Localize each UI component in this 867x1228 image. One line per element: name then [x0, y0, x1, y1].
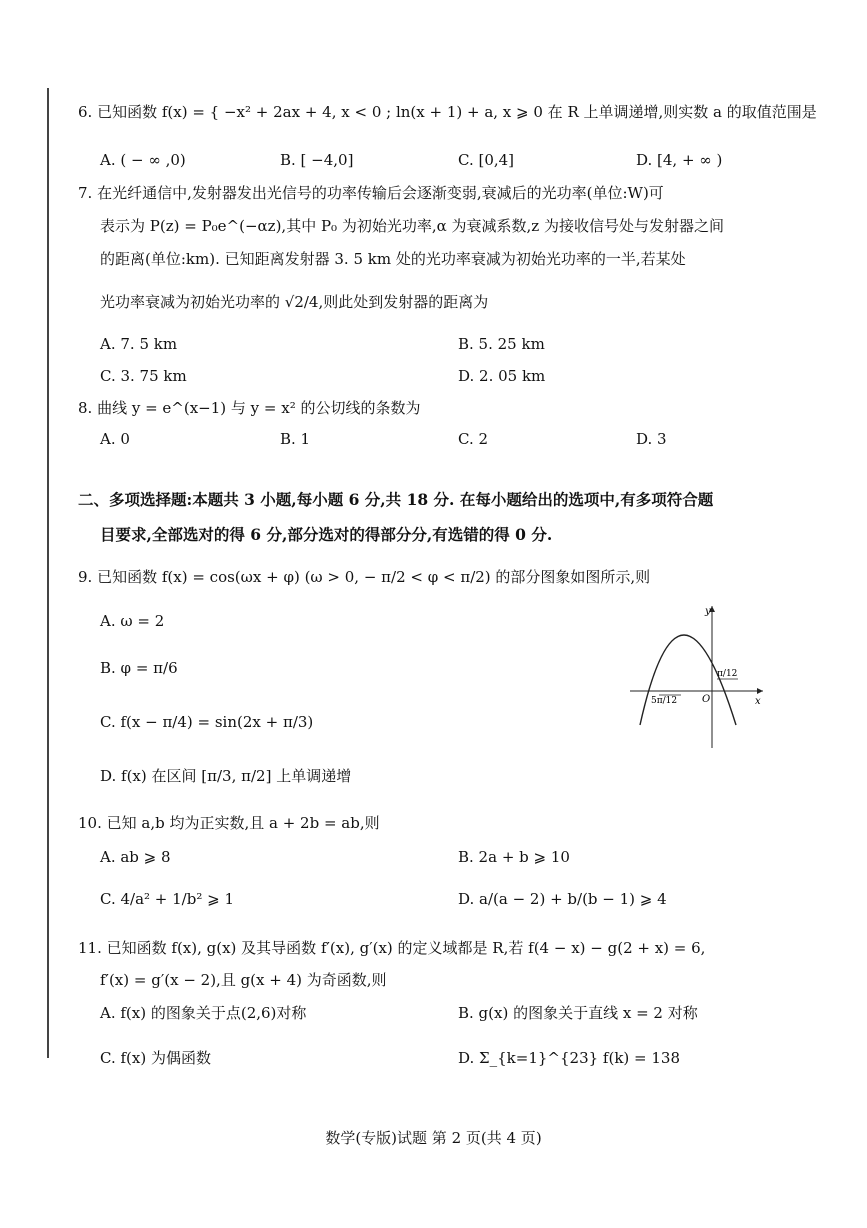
q6-option-c: C. [0,4]	[458, 151, 515, 169]
q7-option-b: B. 5. 25 km	[458, 335, 545, 353]
q7-line-3: 的距离(单位:km). 已知距离发射器 3. 5 km 处的光功率衰减为初始光功率的一半,若某处	[100, 250, 686, 268]
q9-option-a: A. ω = 2	[100, 612, 165, 630]
q7-option-a: A. 7. 5 km	[100, 335, 178, 353]
q10-option-b: B. 2a + b ⩾ 10	[458, 848, 570, 866]
q11-line-2: f′(x) = g′(x − 2),且 g(x + 4) 为奇函数,则	[100, 971, 387, 989]
q7-option-c: C. 3. 75 km	[100, 367, 187, 385]
q7-line-4: 光功率衰减为初始光功率的 √2/4,则此处到发射器的距离为	[100, 293, 489, 311]
graph-curve	[640, 635, 736, 725]
q8-option-c: C. 2	[458, 430, 489, 448]
q11-option-c: C. f(x) 为偶函数	[100, 1049, 211, 1067]
graph-x-label: x	[755, 696, 761, 707]
section-2-header-line-1: 二、多项选择题:本题共 3 小题,每小题 6 分,共 18 分. 在每小题给出的选项中,有多项符合题	[78, 490, 714, 509]
q8-option-a: A. 0	[100, 430, 130, 448]
graph-x-arrow	[757, 688, 763, 694]
graph-origin-label: O	[702, 694, 711, 705]
q10-stem: 10. 已知 a,b 均为正实数,且 a + 2b = ab,则	[78, 814, 380, 832]
section-2-header-line-2: 目要求,全部选对的得 6 分,部分选对的得部分分,有选错的得 0 分.	[100, 525, 553, 544]
q11-option-a: A. f(x) 的图象关于点(2,6)对称	[100, 1004, 307, 1022]
q9-option-d: D. f(x) 在区间 [π/3, π/2] 上单调递增	[100, 767, 352, 785]
q11-option-b: B. g(x) 的图象关于直线 x = 2 对称	[458, 1004, 698, 1022]
q8-option-d: D. 3	[636, 430, 667, 448]
q7-line-1: 7. 在光纤通信中,发射器发出光信号的功率传输后会逐渐变弱,衰减后的光功率(单位:W)可	[78, 184, 664, 202]
q10-option-d: D. a/(a − 2) + b/(b − 1) ⩾ 4	[458, 890, 667, 908]
q8-stem: 8. 曲线 y = e^(x−1) 与 y = x² 的公切线的条数为	[78, 399, 421, 417]
q6-option-a: A. ( − ∞ ,0)	[100, 151, 186, 169]
q9-option-b: B. φ = π/6	[100, 659, 178, 677]
graph-y-label: y	[705, 606, 711, 617]
margin-line	[47, 88, 49, 1058]
q10-option-a: A. ab ⩾ 8	[100, 848, 171, 866]
graph-right-label: π/12	[717, 669, 738, 679]
q10-option-c: C. 4/a² + 1/b² ⩾ 1	[100, 890, 234, 908]
q11-option-d: D. Σ_{k=1}^{23} f(k) = 138	[458, 1049, 681, 1067]
graph-left-zero-label: 5π/12	[651, 696, 678, 706]
q9-option-c: C. f(x − π/4) = sin(2x + π/3)	[100, 713, 314, 731]
q11-line-1: 11. 已知函数 f(x), g(x) 及其导函数 f′(x), g′(x) 的定义域都是 R,若 f(4 − x) − g(2 + x) = 6,	[78, 939, 706, 957]
q6-stem: 6. 已知函数 f(x) = { −x² + 2ax + 4, x < 0 ; ln(x + 1) + a, x ⩾ 0 在 R 上单调递增,则实数 a 的取值范围是	[78, 103, 817, 121]
q6-option-b: B. [ −4,0]	[280, 151, 354, 169]
q7-option-d: D. 2. 05 km	[458, 367, 546, 385]
q8-option-b: B. 1	[280, 430, 311, 448]
q7-line-2: 表示为 P(z) = P₀e^(−αz),其中 P₀ 为初始光功率,α 为衰减系数,z 为接收信号处与发射器之间	[100, 217, 724, 235]
cosine-graph	[625, 600, 765, 750]
q6-option-d: D. [4, + ∞ )	[636, 151, 723, 169]
q9-stem: 9. 已知函数 f(x) = cos(ωx + φ) (ω > 0, − π/2 < φ < π/2) 的部分图象如图所示,则	[78, 568, 651, 586]
page-footer: 数学(专版)试题 第 2 页(共 4 页)	[325, 1129, 542, 1147]
